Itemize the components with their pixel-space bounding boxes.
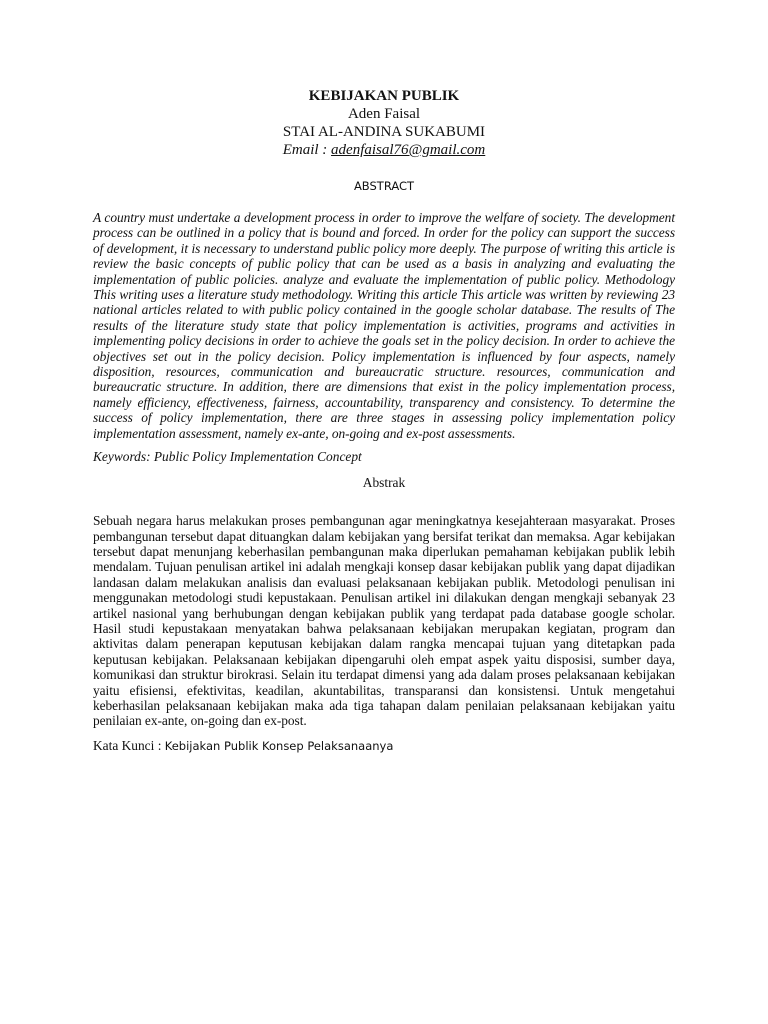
author-institution: STAI AL-ANDINA SUKABUMI xyxy=(282,124,486,140)
abstract-keywords: Keywords: Public Policy Implementation Concept xyxy=(93,449,362,465)
keywords-label: Kata Kunci : xyxy=(93,737,165,753)
abstrak-body: Sebuah negara harus melakukan proses pembangunan agar meningkatnya kesejahteraan masyarakat. Proses pembangunan tersebut dapat dituangkan dalam kebijakan yang bersifat terikat dan memaksa. Agar kebijakan tersebut dapat menunjang keberhasilan pembangunan maka diperlukan pemahaman kebijakan publik lebih mendalam. Tujuan penulisan artikel ini adalah mengkaji konsep dasar kebijakan publik yang dapat dijadikan landasan dalam melakukan analisis dan evaluasi pelaksanaan kebijakan publik. Metodologi penulisan ini menggunakan metodologi studi kepustakaan. Penulisan artikel ini dilakukan dengan mengkaji sebanyak 23 artikel nasional yang berhubungan dengan kebijakan publik yang terdapat pada database google scholar. Hasil studi kepustakaan menyatakan bahwa pelaksanaan kebijakan merupakan kegiatan, program dan aktivitas dalam penerapan keputusan kebijakan dalam rangka mencapai tujuan yang ditetapkan pada keputusan kebijakan. Pelaksanaan kebijakan dipengaruhi oleh empat aspek yaitu disposisi, sumber daya, komunikasi dan struktur birokrasi. Selain itu terdapat dimensi yang ada dalam proses pelaksanaan kebijakan yaitu efisiensi, efektivitas, keadilan, akuntabilitas, transparansi dan konsistensi. Untuk mengetahui keberhasilan pelaksanaan kebijakan maka ada tiga tahapan dalam penilaian pelaksanaan kebijakan yaitu penilaian ex-ante, on-going dan ex-post. xyxy=(93,513,675,729)
author-name: Aden Faisal xyxy=(347,106,421,122)
abstrak-heading: Abstrak xyxy=(362,475,406,491)
paper-header xyxy=(93,87,675,159)
document-page xyxy=(93,0,675,754)
abstract-body: A country must undertake a development process in order to improve the welfare of society. The development process can be outlined in a policy that is bound and forced. In order for the policy can support the success of development, it is necessary to understand public policy more deeply. The purpose of writing this article is review the basic concepts of public policy that can be used as a basis in analyzing and evaluating the implementation of public policies. analyze and evaluate the implementation of public policy. Methodology This writing uses a literature study methodology. Writing this article This article was written by reviewing 23 national articles related to with public policy contained in the google scholar database. The results of The results of the literature study state that policy implementation is activities, programs and activities in implementing policy decisions in order to achieve the goals set in the policy decision. In order to achieve the objectives set out in the policy decision. Policy implementation is influenced by four aspects, namely disposition, resources, communication and bureaucratic structure. resources, communication and bureaucratic structure. In addition, there are dimensions that exist in the policy implementation process, namely efficiency, effectiveness, fairness, accountability, transparency and consistency. To determine the success of policy implementation, there are three stages in assessing policy implementation policy implementation assessment, namely ex-ante, on-going and ex-post assessments. xyxy=(93,210,675,441)
email-link[interactable]: adenfaisal76@gmail.com xyxy=(331,142,486,158)
author-email-line xyxy=(93,141,675,159)
keywords-value: Kebijakan Publik Konsep Pelaksanaanya xyxy=(164,738,394,753)
abstract-heading: ABSTRACT xyxy=(353,179,415,193)
abstrak-keywords xyxy=(93,738,675,754)
email-label: Email : xyxy=(282,142,332,158)
paper-title: KEBIJAKAN PUBLIK xyxy=(308,88,460,104)
